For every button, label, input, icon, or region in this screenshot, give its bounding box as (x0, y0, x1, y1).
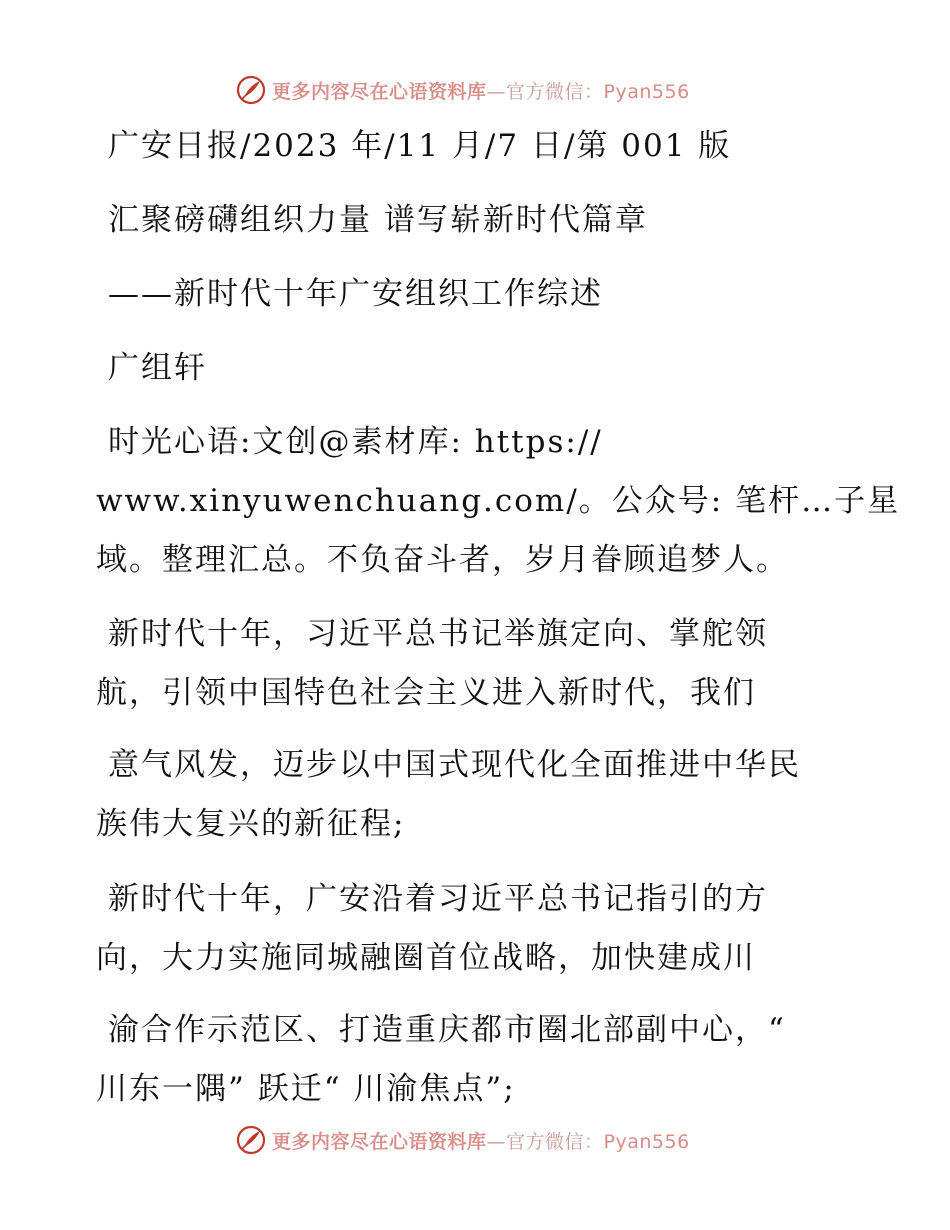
paragraph-line: 新时代十年，习近平总书记举旗定向、掌舵领 (108, 616, 768, 652)
banner-text (272, 77, 690, 104)
paragraph-line: 渝合作示范区、打造重庆都市圈北部副中心，“ (108, 1012, 786, 1048)
banner-site-name: 更多内容尽在心语资料库 (272, 1130, 487, 1153)
author-name: 广组轩 (108, 350, 207, 386)
paragraph-line: 航，引领中国特色社会主义进入新时代，我们 (96, 675, 756, 711)
paragraph-line: 族伟大复兴的新征程; (96, 806, 406, 842)
source-line: 广安日报/2023 年/11 月/7 日/第 001 版 (108, 128, 732, 164)
header-banner (236, 72, 690, 108)
paragraph-line: 意气风发，迈步以中国式现代化全面推进中华民 (108, 747, 801, 783)
banner-site-name: 更多内容尽在心语资料库 (272, 80, 487, 103)
feather-logo-icon (236, 75, 266, 105)
banner-wechat-id: Pyan556 (603, 80, 690, 103)
feather-logo-icon (236, 1125, 266, 1155)
paragraph-line: 新时代十年，广安沿着习近平总书记指引的方 (108, 881, 768, 917)
banner-wechat-label: —官方微信： (486, 1130, 604, 1153)
article-title: 汇聚磅礴组织力量 谱写崭新时代篇章 (108, 202, 648, 238)
paragraph-line: 向，大力实施同城融圈首位战略，加快建成川 (96, 940, 756, 976)
banner-wechat-label: —官方微信： (486, 80, 604, 103)
paragraph-line: 川东一隅” 跃迁“ 川渝焦点”; (96, 1071, 516, 1107)
banner-text (272, 1127, 690, 1154)
notice-line: 时光心语:文创@素材库: https:// (108, 424, 603, 460)
banner-wechat-id: Pyan556 (603, 1130, 690, 1153)
notice-line: 域。整理汇总。不负奋斗者，岁月眷顾追梦人。 (96, 542, 789, 578)
article-subtitle: ——新时代十年广安组织工作综述 (108, 276, 603, 312)
notice-line: www.xinyuwenchuang.com/。公众号: 笔杆…子星 (96, 483, 901, 519)
footer-banner (236, 1122, 690, 1158)
